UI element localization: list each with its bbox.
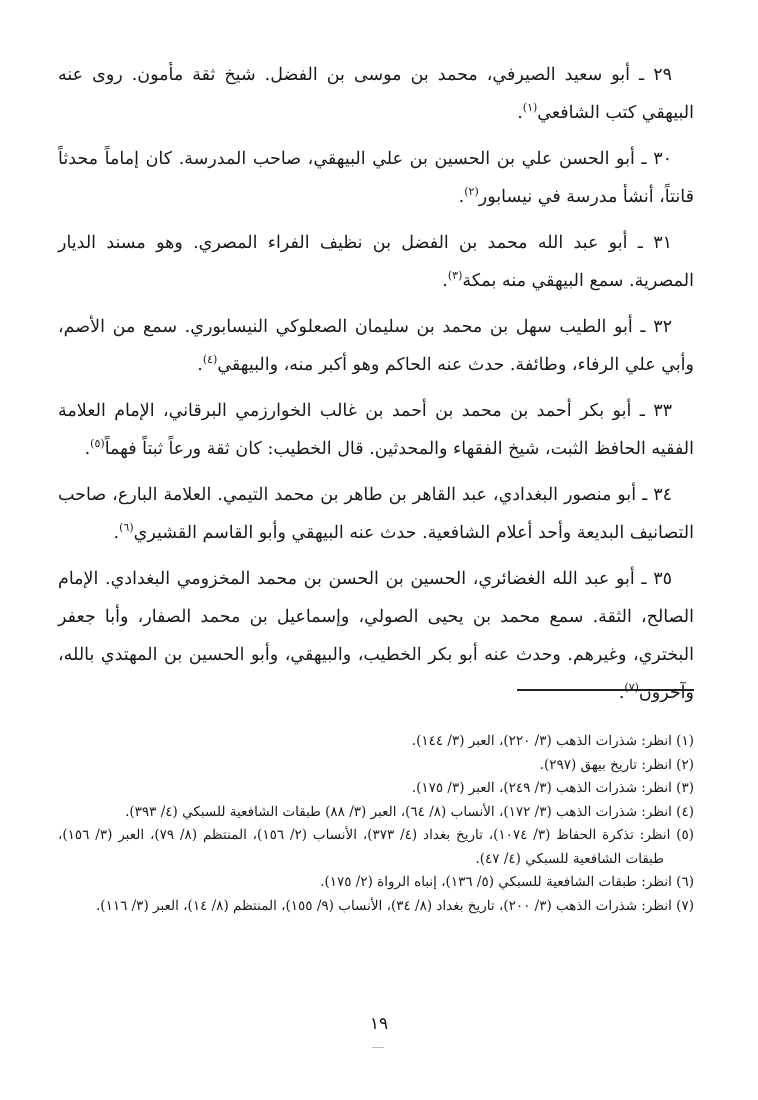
footnote-ref: (٧): [624, 681, 639, 694]
footnote-4: (٤) انظر: شذرات الذهب (٣/ ١٧٢)، الأنساب (٨/ ٦٤)، العبر (٣/ ٨٨) طبقات الشافعية للسبكي (٤/ ٣٩٣).: [125, 803, 694, 820]
entry-tail: .: [197, 355, 203, 375]
page-number: ١٩: [369, 1014, 389, 1034]
entry-tail: .: [618, 683, 625, 703]
footnote-3: (٣) انظر: شذرات الذهب (٣/ ٢٤٩)، العبر (٣/ ١٧٥).: [411, 780, 694, 796]
footnote-separator: [517, 689, 694, 691]
entry-29: [58, 56, 694, 132]
entry-tail: .: [113, 523, 120, 543]
entry-30: [58, 140, 694, 216]
entry-text: ٣٢ ـ أبو الطيب سهل بن محمد بن سليمان الصعلوكي النيسابوري. سمع من الأصم، وأبي علي الرفاء، وطائفة. حدث عنه الحاكم وهو أكبر منه، والبيهقي: [58, 317, 694, 375]
entry-tail: .: [84, 439, 91, 459]
entry-text: ٣٠ ـ أبو الحسن علي بن الحسين بن علي البيهقي، صاحب المدرسة. كان إماماً محدثاً قانتاً، أنشأ مدرسة في نيسابور: [58, 149, 694, 207]
entry-text: ٢٩ ـ أبو سعيد الصيرفي، محمد بن موسى بن الفضل. شيخ ثقة مأمون. روى عنه البيهقي كتب الشافعي: [58, 65, 694, 123]
entry-tail: .: [442, 271, 448, 291]
main-text: [58, 56, 694, 720]
footnote-ref: (٦): [119, 521, 134, 534]
footnote-ref: (٢): [464, 185, 479, 198]
entry-text: ٣٣ ـ أبو بكر أحمد بن محمد بن أحمد بن غالب الخوارزمي البرقاني، الإمام العلامة الفقيه الحافظ الثبت، شيخ الفقهاء والمحدثين. قال الخطيب: كان ثقة ورعاً ثبتاً فهماً: [58, 401, 694, 459]
entry-text: ٣٤ ـ أبو منصور البغدادي، عبد القاهر بن طاهر بن محمد التيمي. العلامة البارع، صاحب التصانيف البديعة وأحد أعلام الشافعية. حدث عنه البيهقي وأبو القاسم القشيري: [58, 485, 694, 543]
footnote-6: (٦) انظر: طبقات الشافعية للسبكي (٥/ ١٣٦)، إنباه الرواة (٢/ ١٧٥).: [320, 874, 694, 890]
entry-31: [58, 224, 694, 300]
entry-32: [58, 308, 694, 384]
footnote-ref: (٣): [447, 269, 463, 282]
page-number-rule: [372, 1047, 384, 1048]
footnote-1: (١) انظر: شذرات الذهب (٣/ ٢٢٠)، العبر (٣/ ١٤٤).: [411, 733, 694, 749]
footnote-2: (٢) انظر: تاريخ بيهق (٢٩٧).: [539, 756, 694, 773]
footnote-ref: (٥): [90, 437, 105, 450]
entry-33: [58, 392, 694, 468]
entry-tail: .: [517, 103, 523, 123]
footnote-ref: (٤): [202, 353, 218, 366]
entry-text: ٣٥ ـ أبو عبد الله الغضائري، الحسين بن الحسن بن محمد المخزومي البغدادي. الإمام الصالح، الثقة. سمع محمد بن يحيى الصولي، وإسماعيل بن محمد الصفار، وأبا جعفر البختري، وغيرهم. وحدث عنه أبو بكر الخطيب، والبيهقي، وأبو الحسين بن المهتدي بالله، وآخرون: [58, 569, 694, 703]
footnote-7: (٧) انظر: شذرات الذهب (٣/ ٢٠٠)، تاريخ بغداد (٨/ ٣٤)، الأنساب (٩/ ١٥٥)، المنتظم (٨/ ١٤)، العبر (٣/ ١١٦).: [96, 897, 694, 914]
footnote-5: (٥) انظر: تذكرة الحفاظ (٣/ ١٠٧٤)، تاريخ بغداد (٤/ ٣٧٣)، الأنساب (٢/ ١٥٦)، المنتظم (٨/ ٧٩)، العبر (٣/ ١٥٦)، طبقات الشافعية للسبكي (٤/ ٤٧).: [58, 827, 695, 867]
entry-34: [58, 476, 694, 552]
footnote-ref: (١): [522, 101, 538, 114]
footnotes: [58, 730, 694, 918]
entry-text: ٣١ ـ أبو عبد الله محمد بن الفضل بن نظيف الفراء المصري. وهو مسند الديار المصرية. سمع البيهقي منه بمكة: [58, 233, 694, 291]
entry-tail: .: [458, 187, 465, 207]
